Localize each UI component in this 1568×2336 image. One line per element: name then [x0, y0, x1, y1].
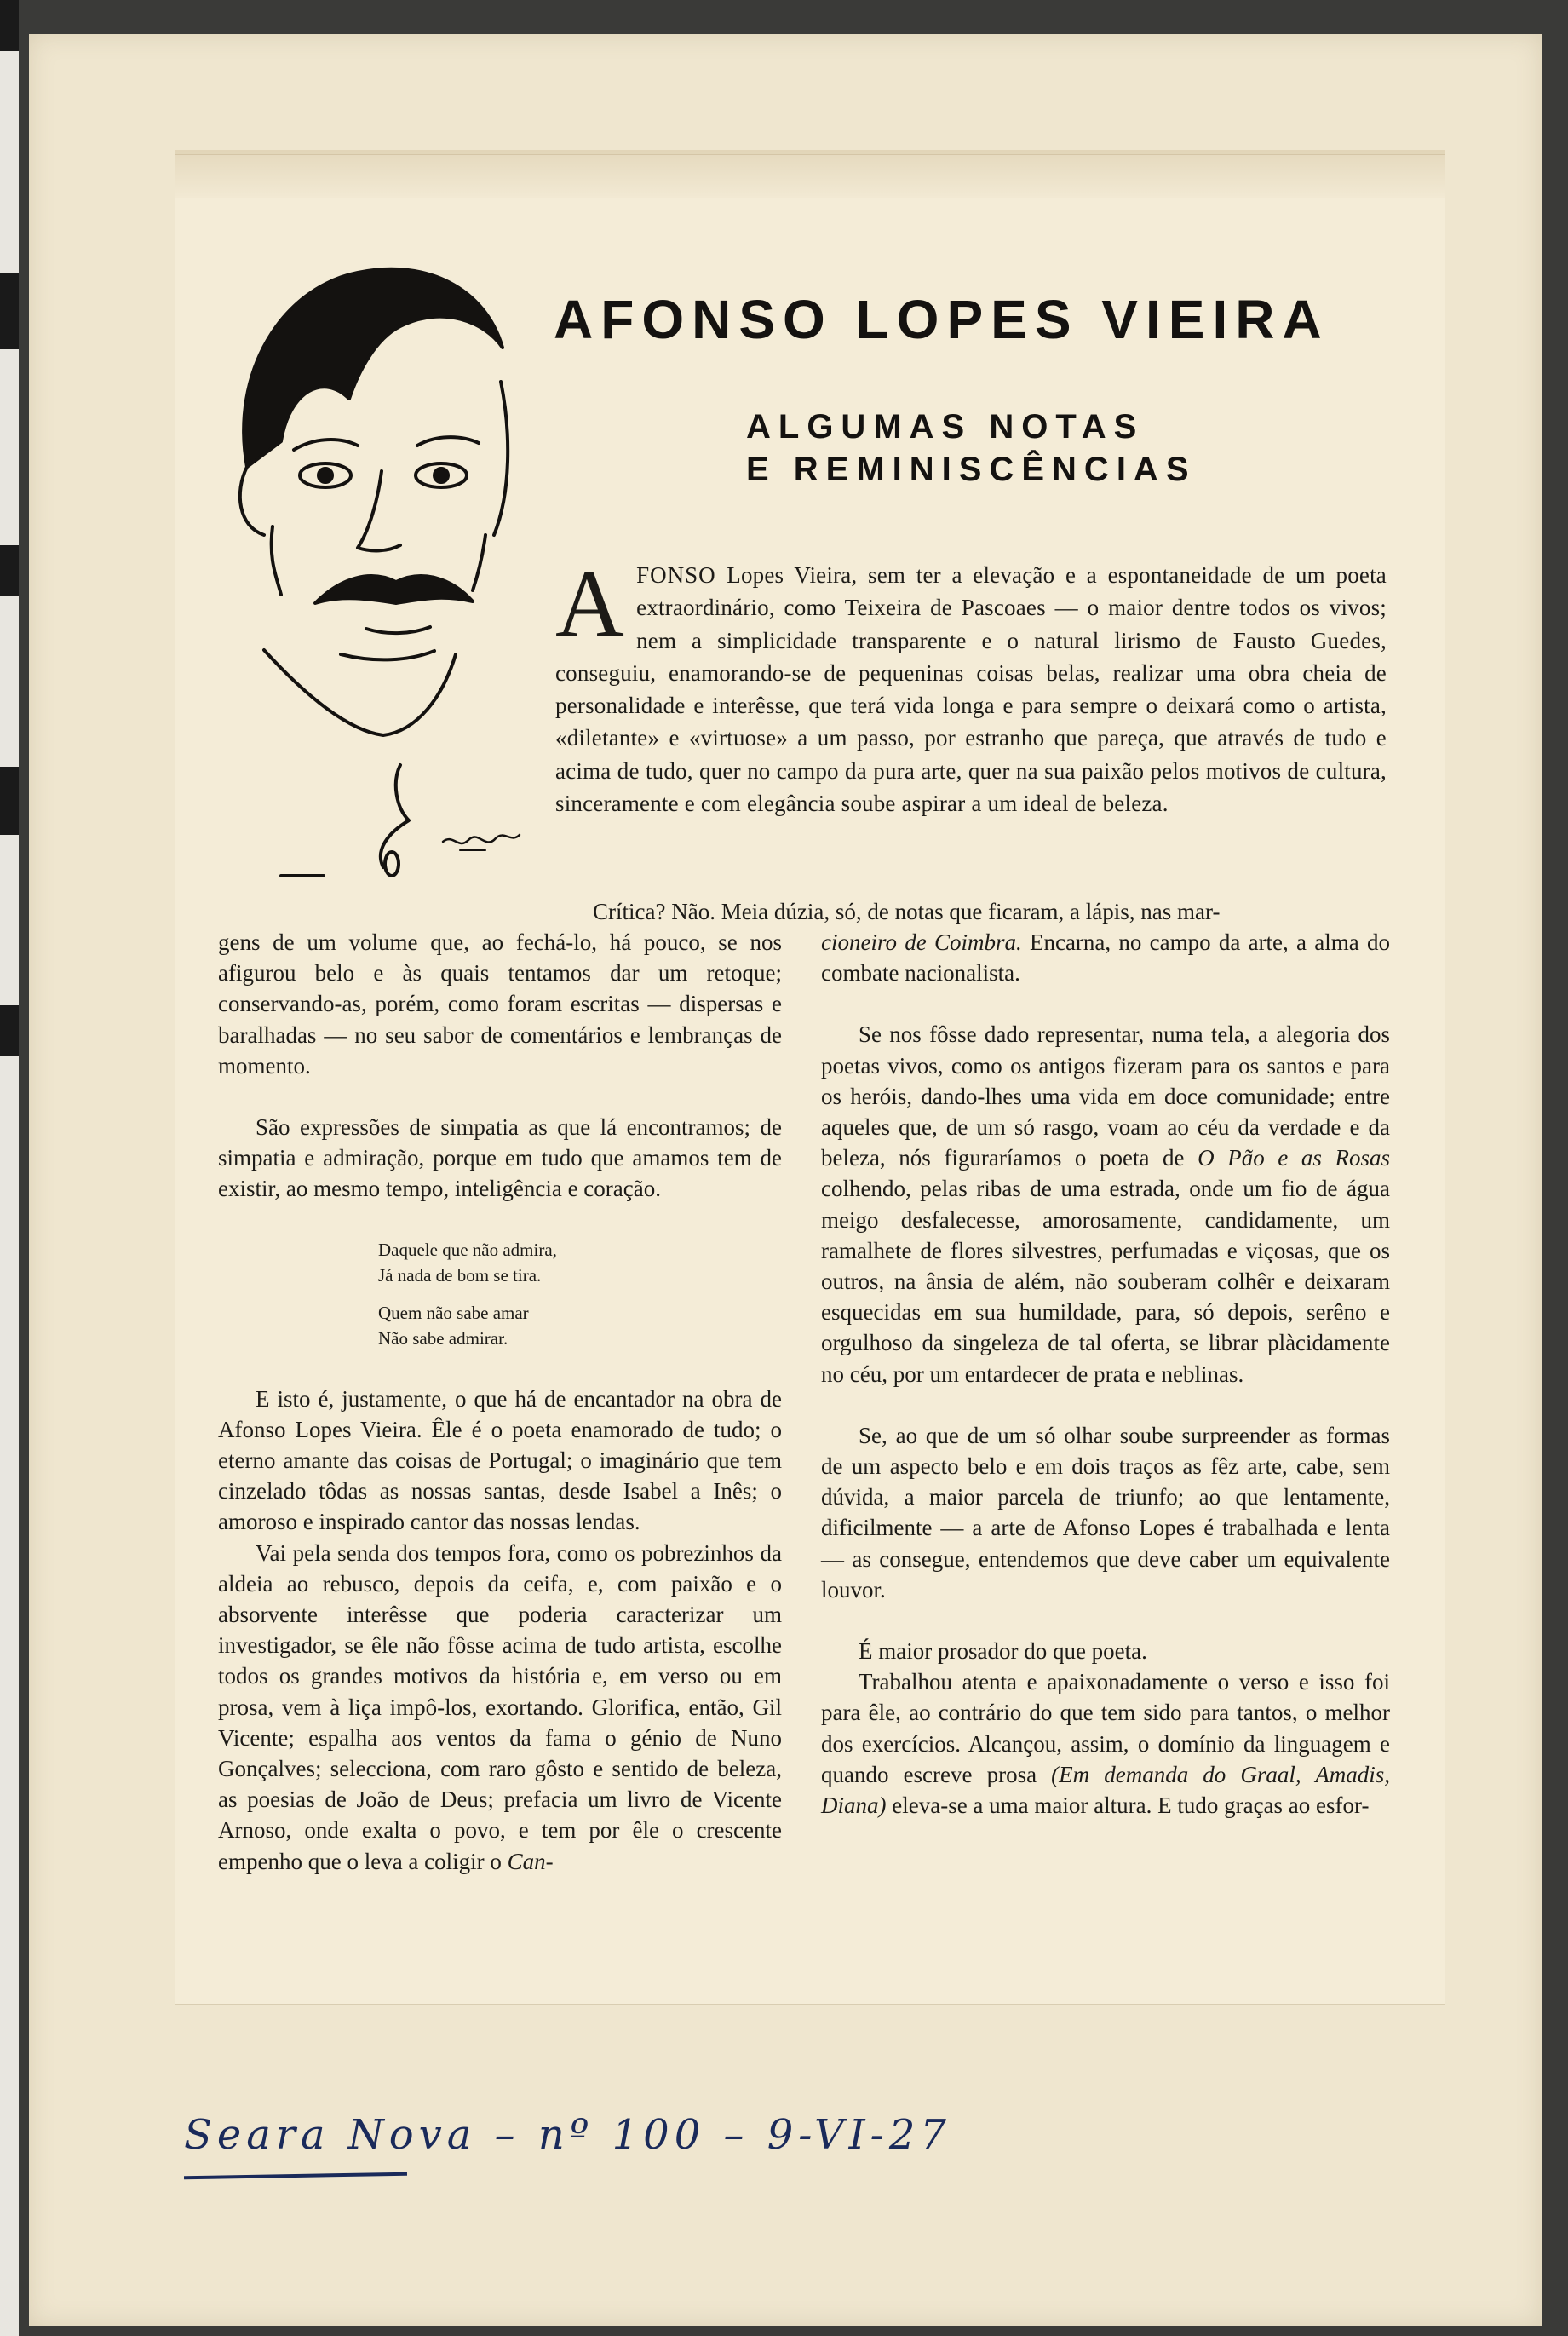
italic-text: O Pão e as Rosas	[1198, 1145, 1390, 1171]
ruler-segment	[0, 545, 19, 596]
intro-smallcaps: FONSO	[636, 562, 716, 588]
italic-text: cioneiro de Coimbra.	[821, 929, 1022, 955]
paragraph	[821, 927, 1390, 988]
paragraph-text: eleva-se a uma maior altura. E tudo graças ao esfor-	[886, 1792, 1370, 1819]
poem-line: Não sabe admirar.	[378, 1327, 508, 1349]
paragraph	[821, 1666, 1390, 1821]
paragraph	[218, 1538, 782, 1877]
adhesive-stain	[175, 150, 1445, 198]
italic-text: (Em demanda do Graal, Amadis, Diana)	[821, 1761, 1391, 1819]
poem-line: Quem não sabe amar	[378, 1302, 529, 1323]
poem-line: Daquele que não admira,	[378, 1239, 557, 1260]
poem-stanza	[378, 1237, 782, 1288]
subtitle-line: ALGUMAS NOTAS	[746, 408, 1145, 446]
paragraph-text: colhendo, pelas ribas de uma estrada, onde um fio de água meigo desfalecesse, amorosamente, candidamente, um ramalhete de flores silvestres, perfumadas e viçosas, que os outros, na ânsia de além, não souberam colhêr e deixaram esquecidas em sua humildade, para, só depois, serêno e orgulhoso da singeleza de tal oferta, se librar plàcidamente no céu, por um entardecer de prata e neblinas.	[821, 1176, 1390, 1387]
paragraph: gens de um volume que, ao fechá-lo, há pouco, se nos afigurou belo e às quais tentamos dar um retoque; conservando-as, porém, como foram escritas — dispersas e baralhadas — no seu sabor de comentários e lembranças de momento.	[218, 929, 782, 1079]
ruler-segment	[0, 1005, 19, 1056]
handwritten-source-note: Seara Nova – nº 100 – 9-VI-27	[184, 2111, 951, 2159]
ruler-segment	[0, 273, 19, 349]
italic-text: Can-	[507, 1848, 554, 1874]
ruler-segment	[0, 0, 19, 51]
paragraph: É maior prosador do que poeta.	[859, 1638, 1147, 1665]
article-subtitle	[746, 406, 1197, 491]
right-column	[821, 927, 1390, 1821]
paragraph-text: Se nos fôsse dado representar, numa tela, a alegoria dos poetas vivos, como os antigos fizeram para os santos e para os heróis, dando-lhes uma vida em doce comunidade; entre aqueles que, de um só rasgo, voam ao céu da verdade e da beleza, nós figuraríamos o poeta de	[821, 1021, 1390, 1171]
poem-stanza	[378, 1300, 782, 1351]
paragraph: E isto é, justamente, o que há de encantador na obra de Afonso Lopes Vieira. Êle é o poeta enamorado de tudo; o eterno amante das coisas de Portugal; o imaginário que tem cinzelado tôdas as nossas santas, desde Isabel a Inês; o amoroso e inspirado cantor das nossas lendas.	[218, 1385, 782, 1535]
paragraph: São expressões de simpatia as que lá encontramos; de simpatia e admiração, porque em tudo que amamos tem de existir, ao mesmo tempo, inteligência e coração.	[218, 1114, 782, 1202]
ruler-segment	[0, 767, 19, 835]
intro-text: Lopes Vieira, sem ter a elevação e a espontaneidade de um poeta extraordinário, como Teixeira de Pascoaes — o maior dentre todos os vivos; nem a simplicidade transparente e o natural lirismo de Fausto Guedes, conseguiu, enamorando-se de pequeninas coisas belas, realizar uma obra cheia de personalidade e interêsse, que terá vida longa e para sempre o deixará como o artista, «diletante» e «virtuose» a um passo, por estranho que pareça, que através de tudo e acima de tudo, quer no campo da pura arte, quer na sua paixão pelos motivos de cultura, sinceramente e com elegância soube aspirar a um ideal de beleza.	[555, 562, 1387, 817]
paragraph	[821, 1019, 1390, 1389]
poem-line: Já nada de bom se tira.	[378, 1264, 542, 1286]
intro-paragraph	[555, 551, 1387, 820]
subtitle-line: E REMINISCÊNCIAS	[746, 451, 1197, 488]
paragraph-text: Encarna, no campo da arte, a alma do combate nacionalista.	[821, 929, 1390, 987]
article-title: AFONSO LOPES VIEIRA	[554, 289, 1330, 350]
scale-ruler	[0, 0, 19, 2336]
lead-line: Crítica? Não. Meia dúzia, só, de notas que ficaram, a lápis, nas mar-	[593, 899, 1221, 924]
left-column	[218, 927, 782, 1877]
drop-cap: A	[555, 551, 625, 657]
poem-quote	[378, 1237, 782, 1351]
paragraph-text: Vai pela senda dos tempos fora, como os pobrezinhos da aldeia ao rebusco, depois da ceifa, e, com paixão e o absorvente interêsse que poderia caracterizar um investigador, se êle não fôsse acima de tudo artista, escolhe todos os grandes motivos da história e, em verso ou em prosa, vem à liça impô-los, exortando. Glorifica, então, Gil Vicente; espalha aos ventos da fama o génio de Nuno Gonçalves; selecciona, com raro gôsto e sentido de beleza, as poesias de João de Deus; prefacia um livro de Vicente Arnoso, onde exalta o povo, e tem por êle o crescente empenho que o leva a coligir o	[218, 1539, 782, 1874]
portrait-drawing-icon	[230, 254, 537, 884]
paragraph: Se, ao que de um só olhar soube surpreender as formas de um aspecto belo e em dois traços as fêz arte, cabe, sem dúvida, a maior parcela de triunfo; ao que lentamente, dificilmente — a arte de Afonso Lopes é trabalhada e lenta — as consegue, entendemos que deve caber um equivalente louvor.	[821, 1422, 1390, 1602]
paragraph-text: Trabalhou atenta e apaixonadamente o verso e isso foi para êle, ao contrário do que tem sido para tantos, o melhor dos exercícios. Alcançou, assim, o domínio da linguagem e quando escreve prosa	[821, 1669, 1390, 1787]
